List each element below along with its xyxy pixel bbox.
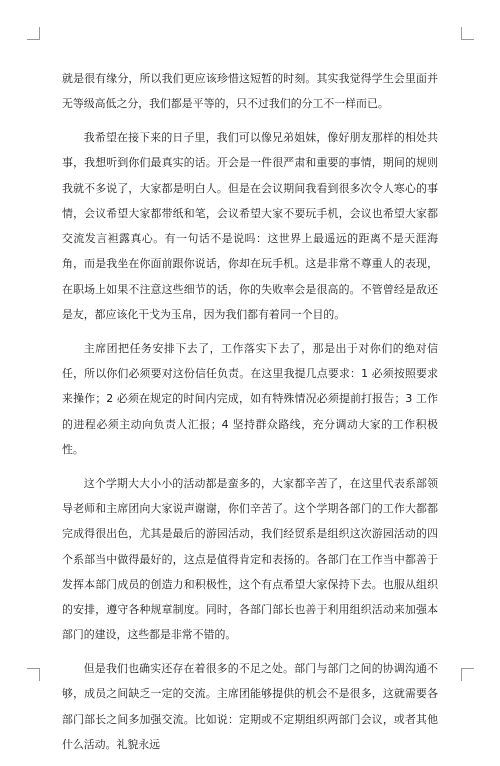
crop-mark-bottom-right — [461, 668, 474, 681]
crop-mark-bottom-left — [27, 668, 40, 681]
crop-mark-top-right — [461, 27, 474, 40]
paragraph: 这个学期大大小小的活动都是蛮多的，大家都辛苦了，在这里代表系部领导老师和主席团向大家说声谢谢，你们辛苦了。这个学期各部门的工作大都都完成得很出色，尤其是最后的游园活动，我们经贸系是组织这次游园活动的四个系部当中做得最好的，这点是值得肯定和表扬的。各部门在工作当中都善于发挥本部门成员的创造力和积极性，这个有点希望大家保持下去。也服从组织的安排，遵守各种规章制度。同时，各部门部长也善于利用组织活动来加强本部门的建设，这些都是非常不错的。 — [62, 476, 438, 642]
crop-mark-top-left — [27, 27, 40, 40]
document-body — [62, 66, 438, 766]
paragraph-continued: 就是很有缘分，所以我们更应该珍惜这短暂的时刻。其实我觉得学生会里面并无等级高低之分，我们都是平等的，只不过我们的分工不一样而已。 — [62, 72, 438, 111]
paragraph: 但是我们也确实还存在着很多的不足之处。部门与部门之间的协调沟通不够，成员之间缺乏一定的交流。主席团能够提供的机会不是很多，这就需要各部门部长之间多加强交流。比如说：定期或不定期组织两部门会议，或者其他什么活动。礼貌永远 — [62, 662, 438, 751]
paragraph: 我希望在接下来的日子里，我们可以像兄弟姐妹，像好朋友那样的相处共事，我想听到你们最真实的话。开会是一件很严肃和重要的事情，期间的规则我就不多说了，大家都是明白人。但是在会议期间我看到很多次令人寒心的事情，会议希望大家都带纸和笔，会议希望大家不要玩手机，会议也希望大家都交流发言袒露真心。有一句话不是说吗：这世界上最遥远的距离不是天涯海角，而是我坐在你面前跟你说话，你却在玩手机。这是非常不尊重人的表现，在职场上如果不注意这些细节的话，你的失败率会是很高的。不管曾经是敌还是友，都应该化干戈为玉帛，因为我们都有着同一个目的。 — [62, 130, 438, 322]
paragraph: 主席团把任务安排下去了，工作落实下去了，那是出于对你们的绝对信任，所以你们必须要对这份信任负责。在这里我提几点要求：1 必须按照要求来操作；2 必须在规定的时间内完成，如有特殊情况必须提前打报告；3 工作的进程必须主动向负责人汇报；4 坚持群众路线，充分调动大家的工作积极性。 — [62, 341, 438, 456]
